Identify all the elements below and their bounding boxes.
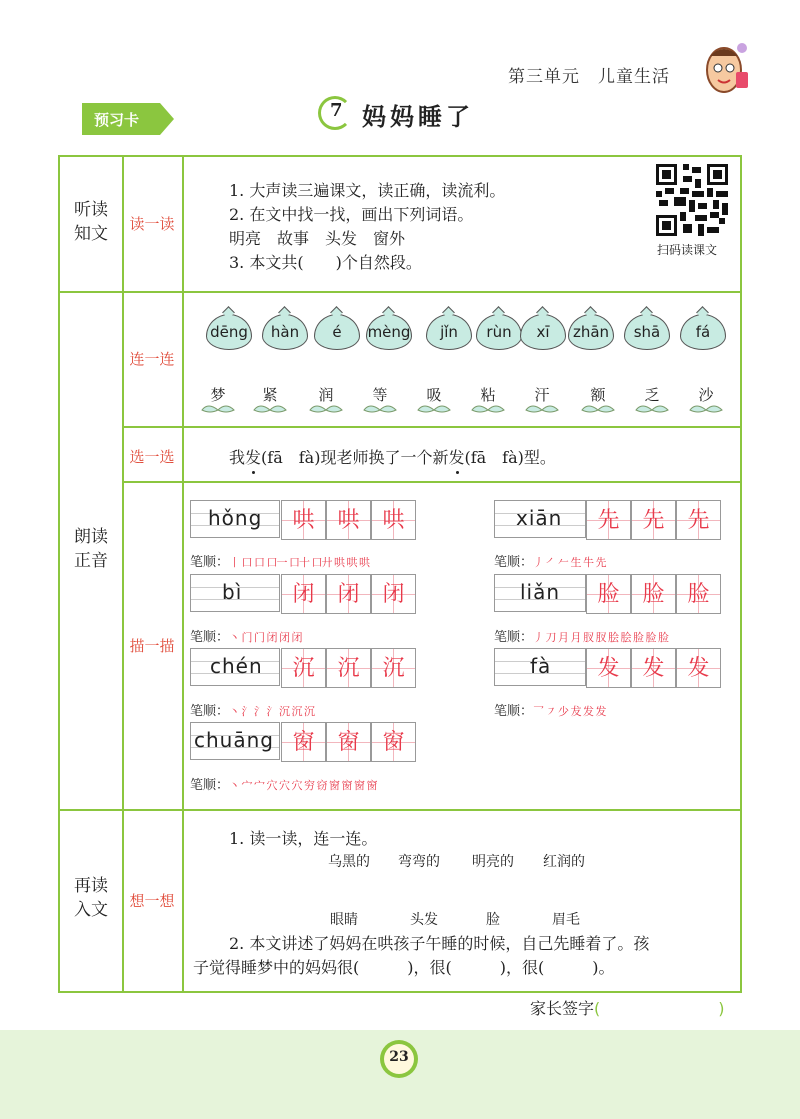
pinyin-leaf[interactable]: é xyxy=(314,314,360,350)
unit-title: 第三单元 儿童生活 xyxy=(508,67,670,87)
parent-signature[interactable]: 家长签字( ) xyxy=(530,999,725,1018)
pinyin-leaf[interactable]: rùn xyxy=(476,314,522,350)
choose-sentence: 我发(fā fà)现老师换了一个新发(fā fà)型。 xyxy=(229,445,556,468)
qr-label: 扫码读课文 xyxy=(657,243,718,257)
trace-cell[interactable]: 沉 xyxy=(371,648,416,688)
activity-match: 连一连 xyxy=(129,350,175,368)
pinyin-leaf[interactable]: dēng xyxy=(206,314,252,350)
pinyin-chen: chén xyxy=(210,654,263,678)
stroke-order: 笔顺：丶 氵 氵 氵 沉 沉 沉 xyxy=(190,704,314,719)
activity-choose: 选一选 xyxy=(129,448,175,466)
trace-cell[interactable]: 闭 xyxy=(371,574,416,614)
trace-cell[interactable]: 窗 xyxy=(281,722,326,762)
section-read-aloud: 朗读 正音 xyxy=(74,527,108,571)
match-char[interactable]: 沙 xyxy=(698,386,714,404)
think-q1: 1. 读一读，连一连。 xyxy=(229,829,378,848)
stroke-order: 笔顺：乛 ㇇ 少 犮 发 发 xyxy=(494,704,606,719)
match-char[interactable]: 吸 xyxy=(426,386,442,404)
read-line-1: 1. 大声读三遍课文，读正确，读流利。 xyxy=(229,181,506,200)
match-char[interactable]: 汗 xyxy=(534,386,550,404)
think-q2-line2: 子觉得睡梦中的妈妈很( )，很( )，很( )。 xyxy=(193,958,615,977)
read-words: 明亮 故事 头发 窗外 xyxy=(229,229,406,248)
pinyin-leaf[interactable]: mèng xyxy=(366,314,412,350)
activity-read: 读一读 xyxy=(129,215,175,233)
page-number: 23 xyxy=(389,1049,409,1065)
trace-cell[interactable]: 沉 xyxy=(281,648,326,688)
stroke-order: 笔顺：丿 刀 月 月 肞 肞 脍 脍 脸 脸 脸 xyxy=(494,630,668,645)
match-char[interactable]: 额 xyxy=(590,386,606,404)
pinyin-fa: fà xyxy=(530,654,552,678)
trace-cell[interactable]: 先 xyxy=(586,500,631,540)
stroke-order: 笔顺：丶 宀 宀 穴 穴 穴 穷 窃 窗 窗 窗 窗 xyxy=(190,778,377,793)
pinyin-leaf[interactable]: shā xyxy=(624,314,670,350)
pinyin-leaf[interactable]: xī xyxy=(520,314,566,350)
activity-trace: 描一描 xyxy=(129,637,175,655)
adjective[interactable]: 弯弯的 xyxy=(398,854,440,870)
trace-cell[interactable]: 窗 xyxy=(371,722,416,762)
pinyin-leaf[interactable]: hàn xyxy=(262,314,308,350)
section-listen-read: 听读 知文 xyxy=(74,200,108,244)
match-char[interactable]: 润 xyxy=(318,386,334,404)
noun[interactable]: 头发 xyxy=(410,912,438,928)
trace-cell[interactable]: 沉 xyxy=(326,648,371,688)
trace-cell[interactable]: 哄 xyxy=(326,500,371,540)
pinyin-leaf[interactable]: zhān xyxy=(568,314,614,350)
activity-think: 想一想 xyxy=(129,892,175,910)
trace-cell[interactable]: 闭 xyxy=(281,574,326,614)
pinyin-xian: xiān xyxy=(516,506,563,530)
qr-code[interactable] xyxy=(656,164,728,236)
match-char[interactable]: 紧 xyxy=(262,386,278,404)
match-char[interactable]: 梦 xyxy=(210,386,226,404)
mascot-illustration xyxy=(700,40,752,102)
trace-cell[interactable]: 先 xyxy=(631,500,676,540)
stroke-order: 笔顺：丿 ㇒ 𠂉 生 牛 先 xyxy=(494,555,606,570)
pinyin-leaf[interactable]: jǐn xyxy=(426,314,472,350)
trace-cell[interactable]: 先 xyxy=(676,500,721,540)
trace-cell[interactable]: 脸 xyxy=(676,574,721,614)
dotted-char: 发 xyxy=(448,445,464,468)
pinyin-leaf[interactable]: fá xyxy=(680,314,726,350)
noun[interactable]: 眉毛 xyxy=(552,912,580,928)
think-q2-line1: 2. 本文讲述了妈妈在哄孩子午睡的时候，自己先睡着了。孩 xyxy=(229,934,650,953)
adjective[interactable]: 红润的 xyxy=(543,854,585,870)
trace-cell[interactable]: 发 xyxy=(586,648,631,688)
trace-cell[interactable]: 闭 xyxy=(326,574,371,614)
lesson-number: 7 xyxy=(330,100,343,121)
adjective[interactable]: 乌黑的 xyxy=(328,854,370,870)
match-char[interactable]: 等 xyxy=(372,386,388,404)
stroke-order: 笔顺：丶 门 门 闭 闭 闭 xyxy=(190,630,302,645)
read-line-3: 3. 本文共( )个自然段。 xyxy=(229,253,422,272)
pinyin-bi: bì xyxy=(222,580,243,604)
match-char[interactable]: 粘 xyxy=(480,386,496,404)
trace-cell[interactable]: 脸 xyxy=(631,574,676,614)
trace-cell[interactable]: 发 xyxy=(676,648,721,688)
trace-cell[interactable]: 脸 xyxy=(586,574,631,614)
read-line-2: 2. 在文中找一找，画出下列词语。 xyxy=(229,205,474,224)
pinyin-hong: hǒng xyxy=(208,506,263,530)
lesson-title: 妈妈睡了 xyxy=(362,102,474,131)
dotted-char: 发 xyxy=(245,445,261,468)
pinyin-lian: liǎn xyxy=(520,580,561,604)
stroke-order: 笔顺：丨 口 口 口一 口十 口廾 哄 哄 哄 xyxy=(190,555,369,570)
pinyin-chuang: chuāng xyxy=(194,728,274,752)
trace-cell[interactable]: 发 xyxy=(631,648,676,688)
adjective[interactable]: 明亮的 xyxy=(472,854,514,870)
sprout-decorations xyxy=(198,402,728,414)
section-reread: 再读 入文 xyxy=(74,876,108,920)
trace-cell[interactable]: 哄 xyxy=(371,500,416,540)
match-char[interactable]: 乏 xyxy=(644,386,660,404)
trace-cell[interactable]: 窗 xyxy=(326,722,371,762)
noun[interactable]: 眼睛 xyxy=(330,912,358,928)
preview-card-label: 预习卡 xyxy=(94,111,140,129)
trace-cell[interactable]: 哄 xyxy=(281,500,326,540)
noun[interactable]: 脸 xyxy=(486,912,500,928)
